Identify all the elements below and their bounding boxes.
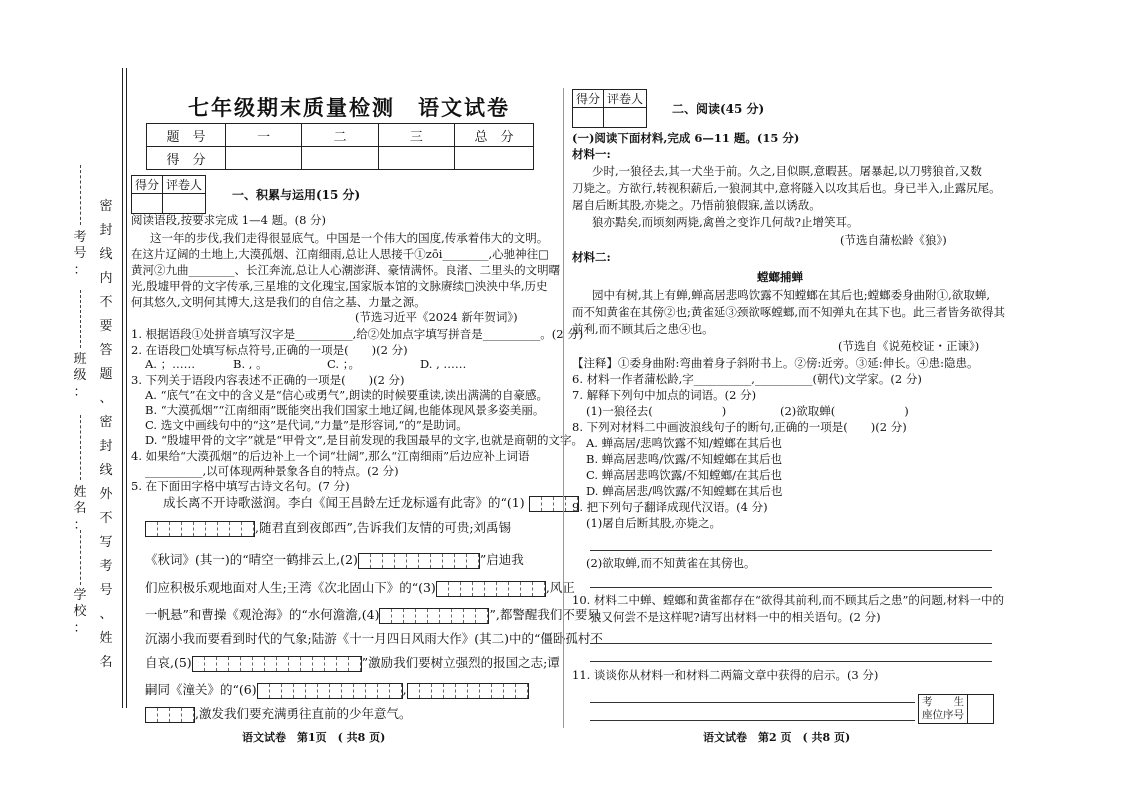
passage-line-4: 光,殷墟甲骨的文字传承,三星堆的文化瑰宝,国家版本馆的文脉赓续□泱泱中华,历史 <box>131 279 548 293</box>
material2-line-3: 前利,而不顾其后之患④也。 <box>572 322 714 336</box>
school-line <box>80 530 81 585</box>
score-header-1: 一 <box>226 124 302 147</box>
material1-line-2: 刀毙之。方欲行,转视积薪后,一狼洞其中,意将隧入以攻其后也。身已半入,止露尻尾。 <box>572 181 1001 195</box>
grader-score-cell[interactable] <box>132 194 163 214</box>
poem-line-7: 自哀,(5) ”激励我们要树立强烈的报国之志;谭 <box>145 655 560 670</box>
writing-grid-6b[interactable] <box>407 683 529 699</box>
question-11: 11. 谈谈你从材料一和材料二两篇文章中获得的启示。(3 分) <box>572 668 879 682</box>
material2-label: 材料二: <box>572 250 611 264</box>
passage-source: (节选习近平《2024 新年贺词》) <box>355 310 518 324</box>
grader-reviewer-label: 评卷人 <box>163 176 206 194</box>
question-3: 3. 下列关于语段内容表述不正确的一项是( )(2 分) <box>131 373 405 387</box>
writing-grid-6c[interactable] <box>145 707 195 723</box>
q8-option-d[interactable]: D. 蝉高居悲/鸣饮露/不知螳螂在其后也 <box>586 484 783 498</box>
grader2-reviewer-label: 评卷人 <box>604 90 647 108</box>
material2-title: 螳螂捕蝉 <box>757 270 803 284</box>
q10-answer-line-1[interactable] <box>590 643 992 644</box>
q7-item-1[interactable]: (1)一狼径去( ) <box>586 404 727 418</box>
q2-option-b[interactable]: B. , 。 <box>233 357 268 371</box>
writing-grid-4[interactable] <box>379 608 489 624</box>
label-class: 班 级 ： <box>73 352 87 400</box>
name-line <box>80 415 81 480</box>
score-row-label: 得 分 <box>147 147 226 170</box>
grader2-score-label: 得分 <box>573 90 604 108</box>
question-2: 2. 在语段□处填写标点符号,正确的一项是( )(2 分) <box>131 343 408 357</box>
q2-option-c[interactable]: C. ；。 <box>327 357 360 371</box>
q3-option-c[interactable]: C. 选文中画线句中的“这”是代词,“力量”是形容词,“的”是助词。 <box>145 418 468 432</box>
question-10-line1: 10. 材料二中蝉、螳螂和黄雀都存在“欲得其前利,而不顾其后之患”的问题,材料一中的 <box>572 593 1005 607</box>
seal-char: 密 <box>99 199 113 214</box>
q11-answer-line-1[interactable] <box>590 702 915 703</box>
writing-grid-2[interactable] <box>358 553 480 569</box>
poem-line-6: 沉溺小我而要看到时代的气象;陆游《十一月四日风雨大作》(其二)中的“僵卧孤村不 <box>145 631 603 646</box>
score-table <box>146 123 534 170</box>
seal-text-column <box>98 195 114 675</box>
label-school: 学 校 ： <box>73 588 87 636</box>
score-cell-1[interactable] <box>226 147 302 170</box>
footer-right: 语文试卷 第2 页 ( 共8 页) <box>703 731 851 744</box>
question-9: 9. 把下列句子翻译成现代汉语。(4 分) <box>572 500 768 514</box>
writing-grid-3[interactable] <box>436 581 546 597</box>
seat-number-input[interactable] <box>968 695 993 723</box>
seal-char: 要 <box>99 319 113 334</box>
question-4-line1: 4. 如果给“大漠孤烟”的后边补上一个词“壮阔”,那么“江南细雨”后边应补上词语 <box>131 449 530 463</box>
score-cell-3[interactable] <box>378 147 454 170</box>
footer-left: 语文试卷 第1页 ( 共8 页) <box>242 731 386 744</box>
question-10-line2: 狼又何尝不是这样呢?请写出材料一中的相关语句。(2 分) <box>590 610 881 624</box>
question-6: 6. 材料一作者蒲松龄,字__________,__________(朝代)文学家。(2 分) <box>572 372 922 386</box>
q8-option-a[interactable]: A. 蝉高居/悲鸣饮露不知/螳螂在其后也 <box>586 436 782 450</box>
section2-title: 二、阅读(45 分) <box>672 102 765 116</box>
grader-reviewer-cell[interactable] <box>163 194 206 214</box>
material1-line-1: 少时,一狼径去,其一犬坐于前。久之,目似瞑,意暇甚。屠暴起,以刀劈狼首,又数 <box>592 164 982 178</box>
poem-line-3: 《秋词》(其一)的“晴空一鹤排云上,(2) ”启迪我 <box>145 552 524 567</box>
q3-option-b[interactable]: B. “大漠孤烟”“江南细雨”既能突出我们国家土地辽阔,也能体现风景多姿美丽。 <box>145 403 545 417</box>
poem-line-2: ,随君直到夜郎西”,告诉我们友情的可贵;刘禹锡 <box>145 520 511 537</box>
seal-char: 答 <box>99 343 113 358</box>
center-divider <box>563 88 564 728</box>
exam-number-line <box>80 165 81 225</box>
seal-char: 考 <box>99 559 113 574</box>
binding-line <box>122 68 123 708</box>
score-header-label: 题 号 <box>147 124 226 147</box>
seal-char: 封 <box>99 439 113 454</box>
annotation-note: 【注释】①委身曲附:弯曲着身子斜附书上。②傍:近旁。③延:伸长。④患:隐患。 <box>572 356 979 370</box>
seal-char: 封 <box>99 223 113 238</box>
score-cell-total[interactable] <box>455 147 534 170</box>
seal-char: 写 <box>99 535 113 550</box>
question-4-line2: __________,以可体现两种景象各自的特点。(2 分) <box>145 464 399 478</box>
seat-label-2: 座位序号 <box>922 709 964 721</box>
section1-title: 一、积累与运用(15 分) <box>232 188 361 202</box>
seat-label-1: 考 生 <box>922 696 964 708</box>
question-8: 8. 下列对材料二中画波浪线句子的断句,正确的一项是( )(2 分) <box>572 420 907 434</box>
q11-answer-line-2[interactable] <box>590 720 915 721</box>
score-header-3: 三 <box>378 124 454 147</box>
writing-grid-1b[interactable] <box>145 521 255 537</box>
label-exam-number: 考 号 ： <box>73 230 87 278</box>
page-title: 七年级期末质量检测 语文试卷 <box>188 95 510 120</box>
poem-line-8: 嗣同《潼关》的“(6) , <box>145 682 529 699</box>
grader2-reviewer-cell[interactable] <box>604 108 647 128</box>
poem-line-1: 成长离不开诗歌滋润。李白《闻王昌龄左迁龙标遥有此寄》的“(1) <box>163 495 579 512</box>
q9-answer-line-2[interactable] <box>590 587 992 588</box>
q9-item-2: (2)欲取蝉,而不知黄雀在其傍也。 <box>586 556 756 570</box>
grader-box-2 <box>572 89 647 128</box>
material1-label: 材料一: <box>572 147 611 161</box>
grader-box-1 <box>131 175 206 214</box>
seal-char: 不 <box>99 295 113 310</box>
material1-line-3: 屠自后断其股,亦毙之。乃悟前狼假寐,盖以诱敌。 <box>572 198 821 212</box>
poem-line-4: 们应积极乐观地面对人生;王湾《次北固山下》的“(3) ,风正 <box>145 580 575 595</box>
seal-char: 内 <box>99 271 113 286</box>
score-header-2: 二 <box>302 124 378 147</box>
writing-grid-5[interactable] <box>192 656 362 672</box>
seal-char: 名 <box>99 655 113 670</box>
poem-line-9: ,激发我们要充满勇往直前的少年意气。 <box>145 706 411 723</box>
question-1: 1. 根据语段①处拼音填写汉字是__________,给②处加点字填写拼音是__________。(2 分) <box>131 327 584 341</box>
section2-intro: (一)阅读下面材料,完成 6—11 题。(15 分) <box>572 131 800 145</box>
q7-item-2[interactable]: (2)欲取蝉( ) <box>780 404 909 418</box>
seal-char: 姓 <box>99 631 113 646</box>
passage-line-5: 何其悠久,文明何其博大,这是我们的自信之基、力量之源。 <box>131 295 426 309</box>
seal-char: 题 <box>99 367 113 382</box>
class-line <box>80 290 81 348</box>
material2-source: (节选自《说苑校证・正谏》) <box>838 339 980 353</box>
seal-char: 密 <box>99 415 113 430</box>
seal-char: 线 <box>99 463 113 478</box>
label-name: 姓 名 ： <box>73 485 87 533</box>
binding-line-2 <box>126 68 127 708</box>
grader-score-label: 得分 <box>132 176 163 194</box>
q8-option-c[interactable]: C. 蝉高居悲鸣饮露/不知螳螂/在其后也 <box>586 468 782 482</box>
passage-line-2: 在这片辽阔的土地上,大漠孤烟、江南细雨,总让人思接千①zōi________,心驰神往□ <box>131 247 549 261</box>
q2-option-d[interactable]: D. , …… <box>420 357 467 371</box>
passage-line-1: 这一年的步伐,我们走得很显底气。中国是一个伟大的国度,传承着伟大的文明。 <box>150 231 549 245</box>
writing-grid-6[interactable] <box>257 683 403 699</box>
material2-line-2: 而不知黄雀在其傍②也;黄雀延③颈欲啄螳螂,而不知弹丸在其下也。此三者皆务欲得其 <box>572 305 1006 319</box>
q2-option-a[interactable]: A. ；…… <box>145 357 196 371</box>
material2-line-1: 园中有树,其上有蝉,蝉高居悲鸣饮露不知螳螂在其后也;螳螂委身曲附①,欲取蝉, <box>592 288 990 302</box>
seal-char: 不 <box>99 511 113 526</box>
seal-char: 、 <box>99 391 113 406</box>
material1-source: (节选自蒲松龄《狼》) <box>840 233 947 247</box>
section1-intro: 阅读语段,按要求完成 1—4 题。(8 分) <box>131 213 327 227</box>
seal-char: 、 <box>99 607 113 622</box>
seat-number-box <box>918 694 994 724</box>
q8-option-b[interactable]: B. 蝉高居悲鸣/饮露/不知螳螂在其后也 <box>586 452 783 466</box>
poem-line-5: 一帆悬”和曹操《观沧海》的“水何澹澹,(4) ”,都警醒我们不要只 <box>145 607 600 622</box>
q3-option-a[interactable]: A. “底气”在文中的含义是“信心或勇气”,朗读的时候要重读,读出满满的自豪感。 <box>145 388 548 402</box>
material1-line-4: 狼亦黠矣,而顷刻两毙,禽兽之变诈几何哉?止增笑耳。 <box>592 215 859 229</box>
grader2-score-cell[interactable] <box>573 108 604 128</box>
question-5: 5. 在下面田字格中填写古诗文名句。(7 分) <box>131 479 350 493</box>
seal-char: 号 <box>99 583 113 598</box>
score-header-total: 总 分 <box>455 124 534 147</box>
q10-answer-line-2[interactable] <box>590 661 992 662</box>
seal-char: 外 <box>99 487 113 502</box>
q9-answer-line-1[interactable] <box>590 550 992 551</box>
q3-option-d[interactable]: D. “殷墟甲骨的文字”就是“甲骨文”,是目前发现的我国最早的文字,也就是商朝的文字。 <box>145 433 583 447</box>
passage-line-3: 黄河②九曲________、长江奔流,总让人心潮澎湃、豪情满怀。良渚、二里头的文明曙 <box>131 263 561 277</box>
seal-char: 线 <box>99 247 113 262</box>
q9-item-1: (1)屠自后断其股,亦毙之。 <box>586 516 721 530</box>
question-7: 7. 解释下列句中加点的词语。(2 分) <box>572 388 757 402</box>
score-cell-2[interactable] <box>302 147 378 170</box>
